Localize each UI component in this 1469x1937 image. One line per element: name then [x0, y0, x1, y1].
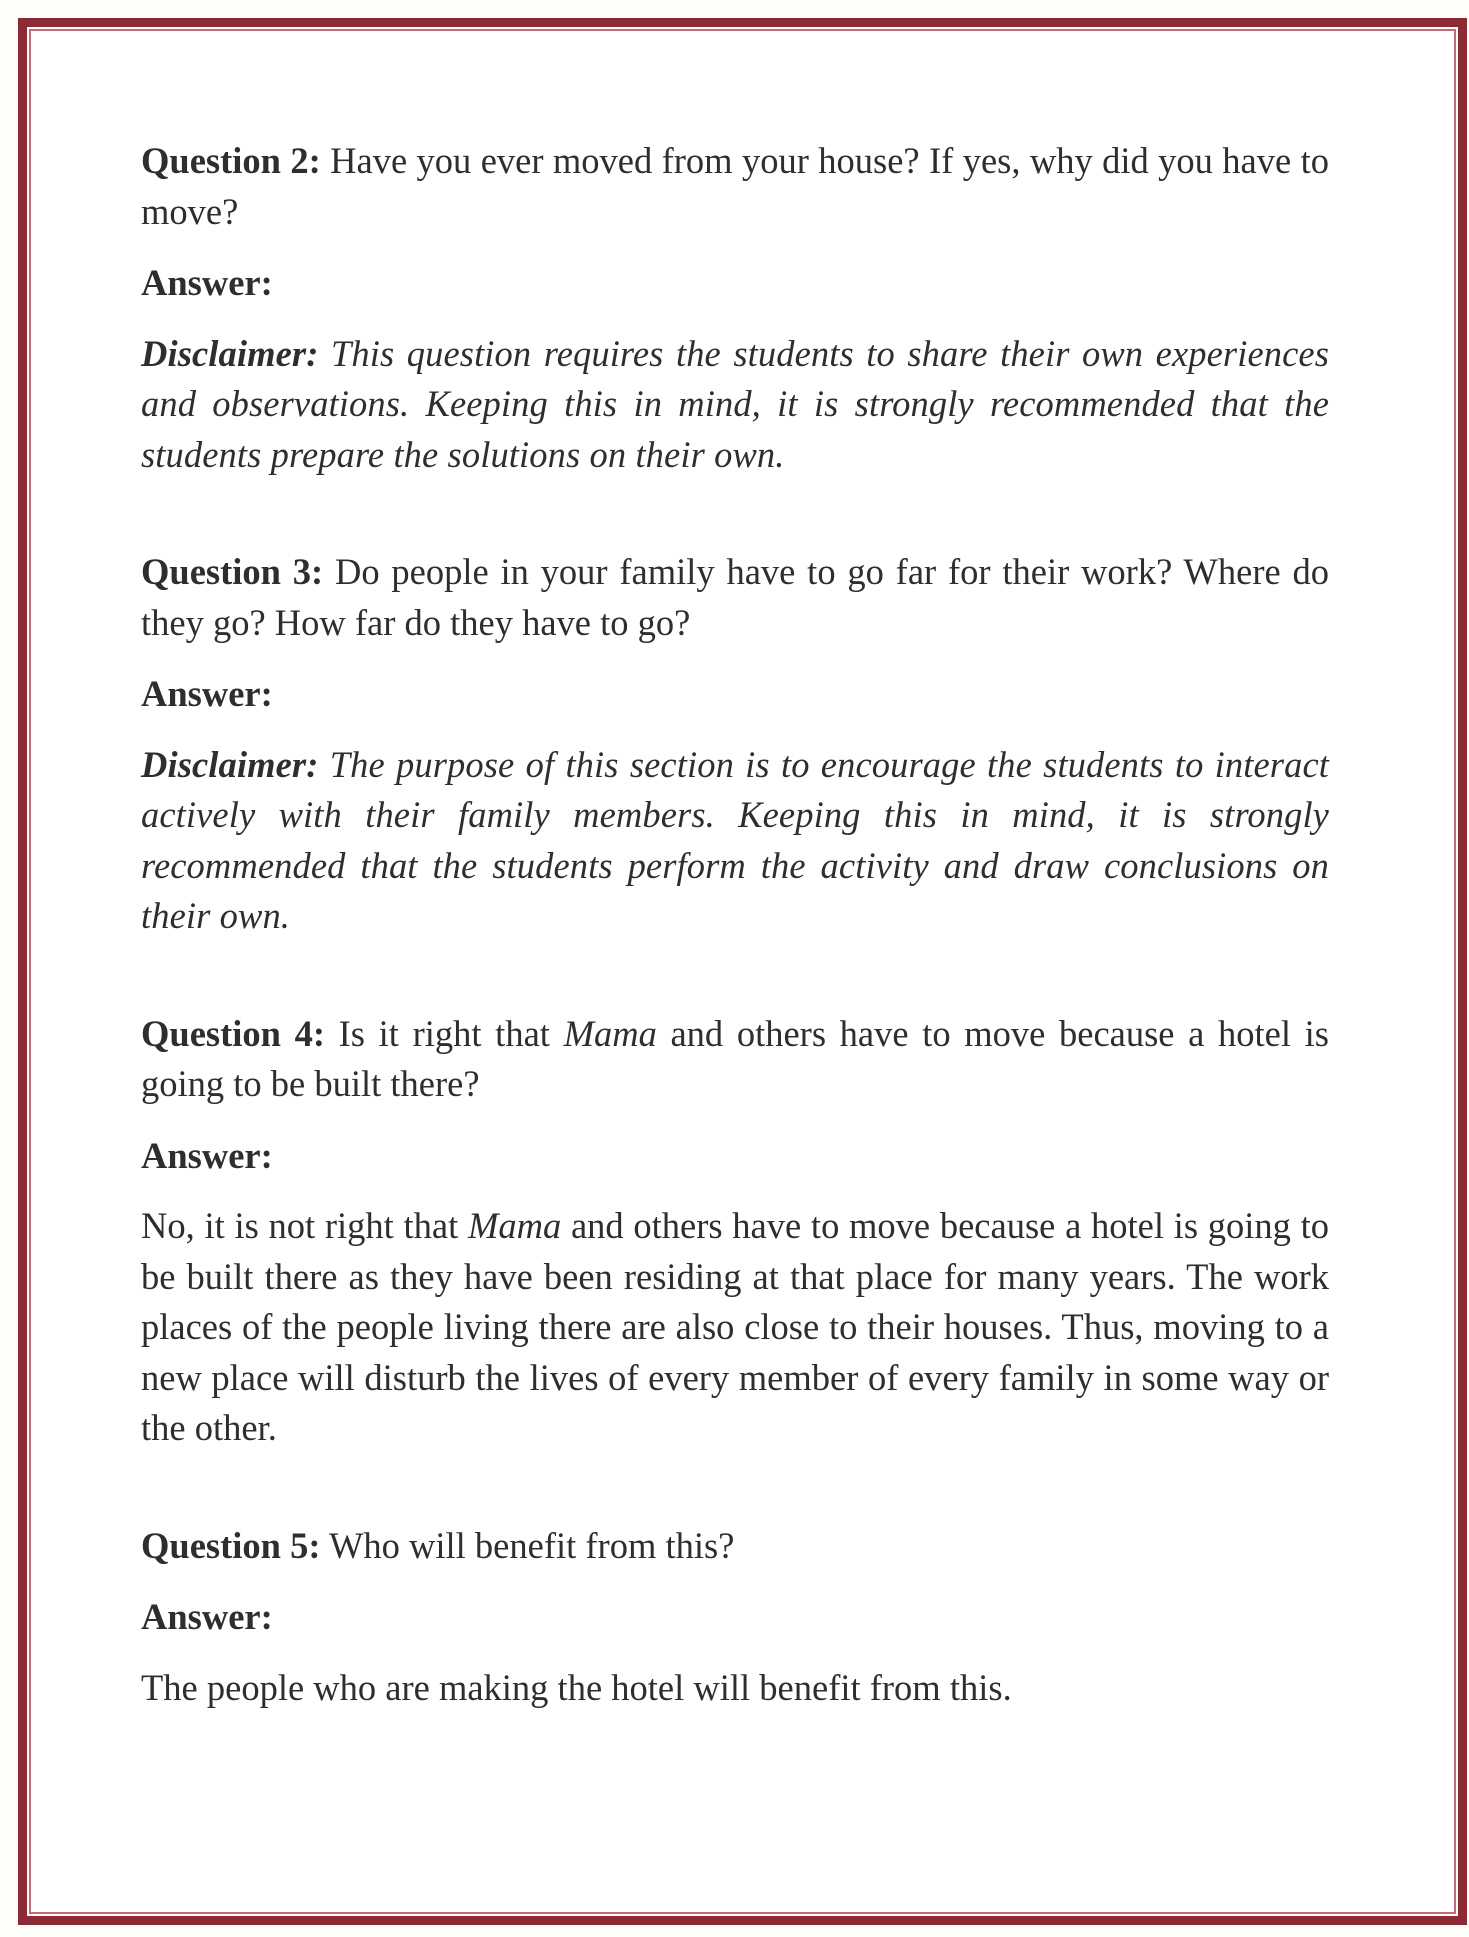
question-text: Who will benefit from this?	[320, 1524, 735, 1566]
section-spacer	[141, 942, 1329, 1009]
disclaimer	[141, 740, 1329, 942]
answer-emphasis: Mama	[467, 1205, 562, 1246]
question-2	[141, 136, 1329, 237]
question-3-block	[141, 547, 1329, 942]
question-5	[141, 1521, 1329, 1572]
document-content	[141, 136, 1329, 1713]
section-spacer	[141, 1454, 1329, 1521]
disclaimer-label: Disclaimer:	[141, 743, 319, 785]
answer-label: Answer:	[141, 1596, 273, 1637]
answer-text: The people who are making the hotel will benefit from this.	[141, 1666, 1012, 1708]
disclaimer-text: This question requires the students to share their own experiences and observations. Keeping this in mind, it is strongly recommended that the students prepare the solutions on their own.	[141, 332, 1329, 475]
answer-text-part: and others have to move because a hotel is going to be built there as they have been residing at that place for many years. The work places of the people living there are also close to their houses. Thus, moving to a new place will disturb the lives of every member of every family in some way or the other.	[141, 1205, 1329, 1448]
question-emphasis: Mama	[563, 1012, 657, 1054]
disclaimer-label: Disclaimer:	[141, 332, 319, 374]
answer-label: Answer:	[141, 673, 273, 714]
question-2-block	[141, 136, 1329, 480]
answer-text	[141, 1201, 1329, 1454]
section-spacer	[141, 480, 1329, 547]
question-5-block	[141, 1521, 1329, 1714]
answer-text-part: No, it is not right that	[141, 1205, 468, 1246]
question-label: Question 3:	[141, 551, 324, 592]
question-label: Question 4:	[141, 1012, 325, 1054]
question-text: Is it right that	[325, 1012, 564, 1054]
answer-label: Answer:	[141, 1134, 273, 1176]
disclaimer-text: The purpose of this section is to encourage the students to interact actively with their family members. Keeping this in mind, it is strongly recommended that the students perform the activity and draw conclusions on their own.	[141, 743, 1329, 936]
question-4-block	[141, 1009, 1329, 1454]
disclaimer	[141, 329, 1329, 481]
question-label: Question 2:	[141, 140, 321, 181]
answer-label: Answer:	[141, 262, 273, 303]
question-text: Do people in your family have to go far for their work? Where do they go? How far do they have to go?	[141, 551, 1329, 643]
question-3	[141, 547, 1329, 648]
question-4	[141, 1009, 1329, 1110]
question-label: Question 5:	[141, 1524, 321, 1566]
question-text: Have you ever moved from your house? If yes, why did you have to move?	[141, 140, 1329, 232]
question-text: and others have to move because a hotel is going to be built there?	[141, 1012, 1329, 1104]
